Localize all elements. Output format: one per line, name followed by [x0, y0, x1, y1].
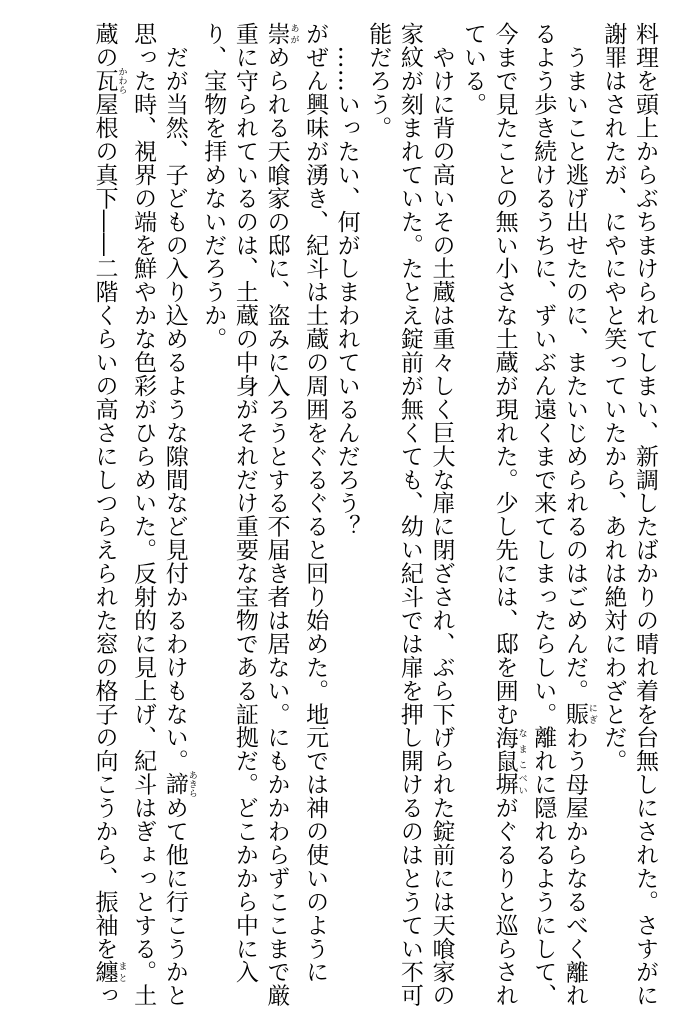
text-line-10: ……いったい、何がしまわれているんだろう？ [333, 22, 360, 538]
text-line-5: 今まで見たことの無い小さな土蔵が現れた。少し先には、邸を囲む海鼠 なまこ塀 べいがぐるりと巡らされ [491, 22, 527, 1007]
text-line-15: だが当然、子どもの入り込めるような隙間など見付かるわけもない。諦 あきらめて他に行こうかと [161, 22, 197, 1007]
text-line-8: 家紋が刻まれていた。たとえ錠前が無くても、幼い紀斗では扉を押し開けるのはとうてい不可 [396, 22, 423, 1007]
text-line-2: 謝罪はされたが、にやにやと笑っていたから、あれは絶対にわざとだ。 [600, 22, 627, 773]
ruby-akira: 諦 あきら [161, 770, 197, 798]
text-line-12: 崇 あがめられる天喰家の邸に、盗みに入ろうとする不届き者は居ない。にもかかわらずここまで厳 [263, 22, 299, 1007]
text-line-6: ている。 [460, 22, 487, 116]
text-line-4: るよう歩き続けるうちに、ずいぶん遠くまで来てしまったらしい。離れに隠れるようにして、 [530, 22, 557, 1007]
text-line-16: 思った時、視界の端を鮮やかな色彩がひらめいた。反射的に見上げ、紀斗はぎょっとする。土 [130, 22, 157, 1007]
ruby-nigi: 賑 にぎ [561, 702, 597, 726]
text-line-3: うまいこと逃げ出せたのに、またいじめられるのはごめんだ。賑 にぎわう母屋からなるべく離れ [561, 22, 597, 1007]
ruby-namako: 海鼠 なまこ [491, 725, 527, 773]
text-line-17: 蔵の瓦 かわら屋根の真下――二階くらいの高さにしつらえられた窓の格子の向こうから、振袖を纏 まとっ [91, 22, 127, 1007]
ruby-mato: 纏 まと [91, 960, 127, 984]
ruby-bei: 塀 べい [491, 772, 527, 796]
text-line-11: がぜん興味が湧き、紀斗は土蔵の周囲をぐるぐると回り始めた。地元では神の使いのように [302, 22, 329, 984]
text-line-13: 重に守られているのは、土蔵の中身がそれだけ重要な宝物である証拠だ。どこかから中に入 [231, 22, 258, 984]
text-line-9: 能だろう。 [365, 22, 392, 140]
text-line-14: り、宝物を拝めないだろうか。 [200, 22, 227, 351]
ruby-kawara: 瓦 かわら [91, 67, 127, 95]
ruby-aga: 崇 あが [263, 22, 299, 46]
vertical-text-body [88, 22, 660, 1007]
text-line-7: やけに背の高いその土蔵は重々しく巨大な扉に閉ざされ、ぶら下げられた錠前には天喰家の [428, 22, 455, 1007]
text-line-1: 料理を頭上からぶちまけられてしまい、新調したばかりの晴れ着を台無しにされた。さすがに [632, 22, 658, 1007]
